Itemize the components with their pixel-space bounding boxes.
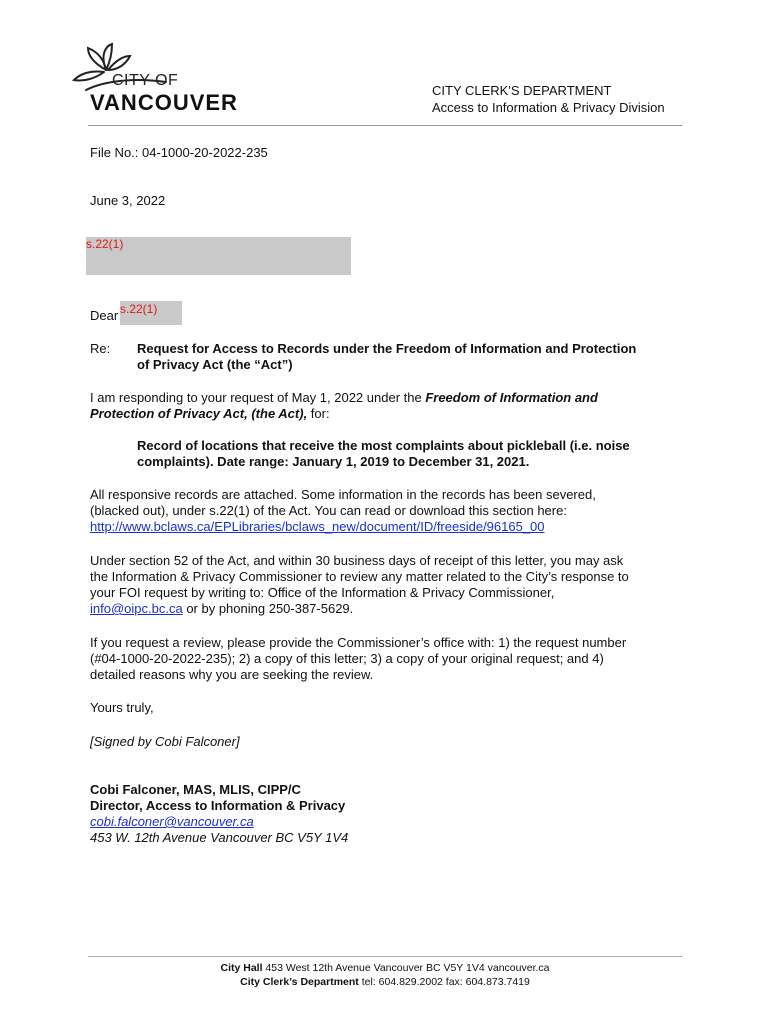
division-name: Access to Information & Privacy Division bbox=[432, 100, 665, 115]
footer bbox=[88, 961, 682, 989]
intro-text: I am responding to your request of May 1, 2022 under the bbox=[90, 390, 426, 405]
request-line-1: Record of locations that receive the most complaints about pickleball (i.e. noise bbox=[137, 438, 630, 453]
review-instructions-paragraph bbox=[90, 635, 690, 683]
redacted-name bbox=[120, 301, 182, 325]
subject-line-1: Request for Access to Records under the Freedom of Information and Protection bbox=[137, 341, 637, 356]
signature-block bbox=[90, 782, 348, 846]
signer-email-link[interactable]: cobi.falconer@vancouver.ca bbox=[90, 814, 254, 829]
signer-name: Cobi Falconer, MAS, MLIS, CIPP/C bbox=[90, 782, 301, 797]
request-description bbox=[137, 438, 687, 470]
request-line-2: complaints). Date range: January 1, 2019 to December 31, 2021. bbox=[137, 454, 530, 469]
logo-vancouver-text: VANCOUVER bbox=[90, 90, 238, 115]
instructions-line-2: (#04-1000-20-2022-235); 2) a copy of this letter; 3) a copy of your original request; and 4) bbox=[90, 651, 604, 666]
intro-paragraph bbox=[90, 390, 684, 422]
review-line-2: the Information & Privacy Commissioner to review any matter related to the City’s response to bbox=[90, 569, 629, 584]
department-header bbox=[432, 82, 665, 116]
records-line-2: (blacked out), under s.22(1) of the Act. You can read or download this section here: bbox=[90, 503, 567, 518]
salutation-text: Dear bbox=[90, 308, 119, 323]
closing: Yours truly, bbox=[90, 700, 154, 715]
subject bbox=[137, 341, 687, 373]
intro-act-name-2: Protection of Privacy Act, (the Act), bbox=[90, 406, 308, 421]
logo-city-text: CITY OF bbox=[112, 72, 179, 89]
redaction-label: s.22(1) bbox=[86, 237, 124, 251]
redaction-label-name: s.22(1) bbox=[120, 302, 158, 316]
letter-date: June 3, 2022 bbox=[90, 193, 166, 208]
instructions-line-1: If you request a review, please provide the Commissioner’s office with: 1) the request number bbox=[90, 635, 627, 650]
salutation bbox=[90, 308, 118, 324]
footer-dept: City Clerk’s Department bbox=[240, 976, 359, 988]
footer-address: 453 West 12th Avenue Vancouver BC V5Y 1V4 vancouver.ca bbox=[262, 962, 550, 974]
review-line-4-end: or by phoning 250-387-5629. bbox=[182, 601, 354, 616]
records-line-1: All responsive records are attached. Some information in the records has been severed, bbox=[90, 487, 596, 502]
re-label: Re: bbox=[90, 341, 111, 356]
footer-city-hall: City Hall bbox=[220, 962, 263, 974]
bclaws-link[interactable]: http://www.bclaws.ca/EPLibraries/bclaws_new/document/ID/freeside/96165_00 bbox=[90, 519, 545, 534]
review-line-3: your FOI request by writing to: Office of the Information & Privacy Commissioner, bbox=[90, 585, 555, 600]
file-number: File No.: 04-1000-20-2022-235 bbox=[90, 145, 268, 160]
signature-note: [Signed by Cobi Falconer] bbox=[90, 734, 240, 749]
intro-end: for: bbox=[307, 406, 330, 421]
redacted-address-block bbox=[86, 237, 351, 275]
header-divider bbox=[88, 125, 682, 126]
subject-line-2: of Privacy Act (the “Act”) bbox=[137, 357, 293, 372]
footer-contact: tel: 604.829.2002 fax: 604.873.7419 bbox=[358, 976, 530, 988]
instructions-line-3: detailed reasons why you are seeking the review. bbox=[90, 667, 374, 682]
oipc-email-link[interactable]: info@oipc.bc.ca bbox=[90, 601, 183, 616]
signer-address: 453 W. 12th Avenue Vancouver BC V5Y 1V4 bbox=[90, 830, 349, 845]
footer-divider bbox=[88, 956, 682, 957]
review-line-1: Under section 52 of the Act, and within 30 business days of receipt of this letter, you may ask bbox=[90, 553, 624, 568]
intro-act-name-1: Freedom of Information and bbox=[425, 390, 598, 405]
records-paragraph bbox=[90, 487, 690, 535]
signer-title: Director, Access to Information & Privacy bbox=[90, 798, 346, 813]
department-name: CITY CLERK'S DEPARTMENT bbox=[432, 83, 612, 98]
review-rights-paragraph bbox=[90, 553, 690, 617]
